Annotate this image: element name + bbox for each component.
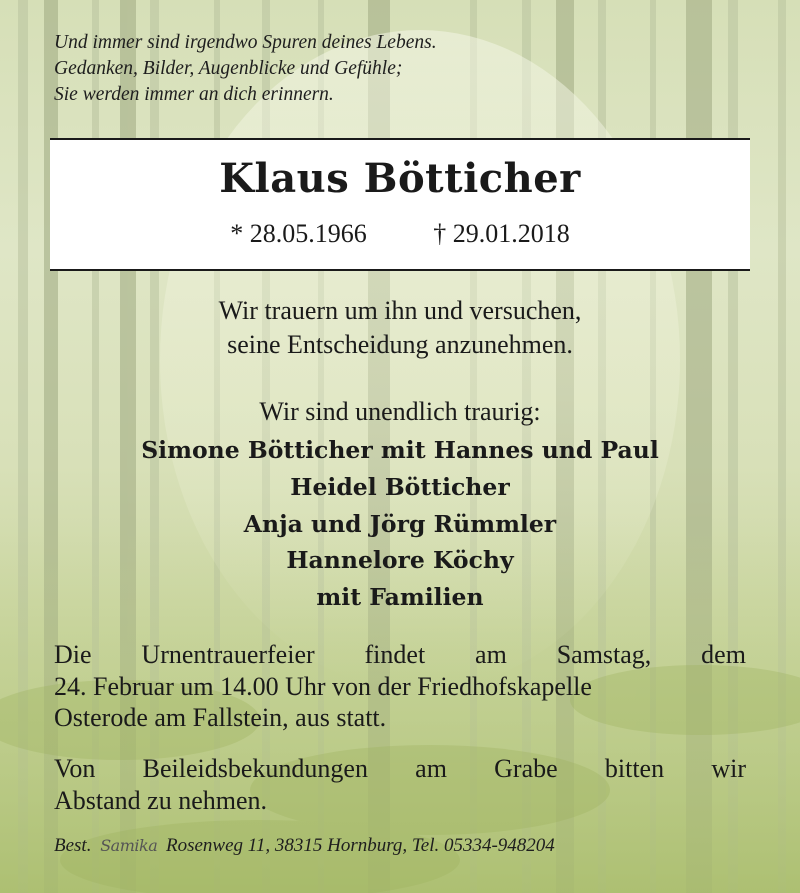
ceremony-word: am (475, 640, 507, 669)
ceremony-word: Samstag, (556, 640, 652, 669)
footer-prefix: Best. (54, 835, 92, 856)
poem-line: Und immer sind irgendwo Spuren deines Lebens. (54, 32, 437, 53)
mourning-line: Wir trauern um ihn und versuchen, (218, 296, 582, 325)
mourners-list (0, 432, 800, 616)
name-box (50, 138, 750, 271)
funeral-home-footer (54, 833, 754, 859)
ceremony-line: 24. Februar um 14.00 Uhr von der Friedhofskapelle (54, 671, 592, 701)
condolence-word: am (415, 754, 447, 783)
mourner-name: Heidel Bötticher (290, 472, 510, 501)
condolence-line: Abstand zu nehmen. (54, 785, 268, 815)
mourning-statement (0, 294, 800, 362)
ceremony-announcement (54, 639, 746, 734)
mourners-intro-text: Wir sind unendlich traurig: (259, 397, 541, 426)
mourners-intro (0, 395, 800, 429)
ceremony-word: dem (701, 640, 746, 669)
ceremony-word: Urnentrauerfeier (141, 640, 315, 669)
death-date: † 29.01.2018 (433, 219, 570, 248)
birth-date: * 28.05.1966 (230, 219, 367, 248)
mourner-name: Simone Bötticher mit Hannes und Paul (141, 436, 659, 464)
poem-verse (54, 30, 574, 108)
condolence-request (54, 753, 746, 816)
ceremony-line (54, 639, 746, 671)
ceremony-line: Osterode am Fallstein, aus statt. (54, 703, 387, 732)
ceremony-word: findet (364, 640, 426, 669)
footer-address: Rosenweg 11, 38315 Hornburg, Tel. 05334-948204 (166, 835, 555, 856)
deceased-name: Klaus Bötticher (219, 155, 581, 202)
mourner-name: mit Familien (316, 583, 484, 612)
condolence-word: Von (54, 754, 96, 783)
condolence-word: Grabe (494, 754, 558, 783)
poem-line: Sie werden immer an dich erinnern. (54, 84, 334, 105)
mourner-name: Hannelore Köchy (286, 546, 514, 575)
ceremony-word: Die (54, 640, 92, 669)
condolence-line (54, 753, 746, 785)
condolence-word: wir (711, 754, 746, 783)
funeral-home-logo: Samika (100, 836, 158, 855)
condolence-word: Beileidsbekundungen (142, 754, 368, 783)
poem-line: Gedanken, Bilder, Augenblicke und Gefühle; (54, 58, 403, 79)
life-dates (50, 218, 750, 250)
mourning-line: seine Entscheidung anzunehmen. (227, 330, 573, 359)
mourner-name: Anja und Jörg Rümmler (243, 509, 557, 538)
condolence-word: bitten (604, 754, 665, 783)
